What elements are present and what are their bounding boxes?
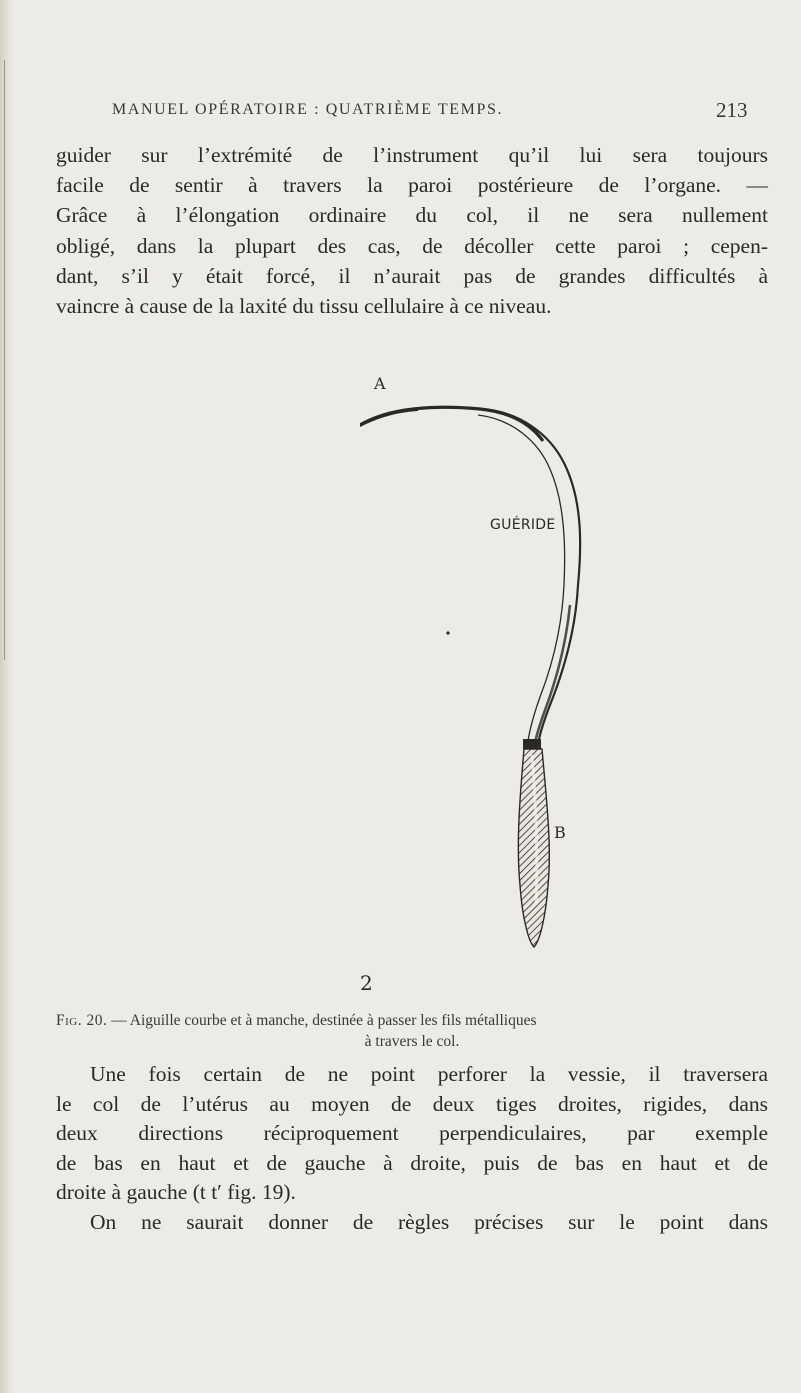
bottom-paragraph — [56, 1060, 768, 1238]
engraved-word: GUÉRIDE — [490, 517, 556, 533]
text-line: vaincre à cause de la laxité du tissu cellulaire à ce niveau. — [56, 294, 552, 319]
top-paragraph — [56, 140, 768, 321]
figure-caption — [56, 1010, 768, 1052]
text-line: obligé, dans la plupart des cas, de décoller cette paroi ; cepen- — [56, 233, 768, 258]
figure-number-label: Fig. 20. — [56, 1012, 108, 1029]
caption-text: — Aiguille courbe et à manche, destinée à passer les fils métalliques — [107, 1012, 537, 1029]
figure-curved-needle — [360, 375, 620, 1000]
text-line: On ne saurait donner de règles précises sur le point dans — [90, 1209, 768, 1234]
text-line: facile de sentir à travers la paroi postérieure de l’organe. — — [56, 173, 768, 198]
text-line: Grâce à l’élongation ordinaire du col, il ne sera nullement — [56, 203, 768, 228]
figure-label-b: B — [554, 823, 566, 842]
text-line: guider sur l’extrémité de l’instrument qu’il lui sera toujours — [56, 143, 768, 167]
needle-illustration — [360, 375, 620, 1000]
figure-dot — [446, 631, 449, 634]
running-head: MANUEL OPÉRATOIRE : QUATRIÈME TEMPS. — [112, 101, 504, 118]
text-line: dant, s’il y était forcé, il n’aurait pas de grandes difficultés à — [56, 263, 768, 288]
caption-line: à travers le col. — [364, 1033, 460, 1050]
page-number: 213 — [716, 98, 748, 122]
page-binding-edge — [0, 0, 14, 1393]
figure-label-2: 2 — [360, 971, 373, 995]
binding-shadow-line — [4, 60, 5, 660]
text-line: de bas en haut et de gauche à droite, puis de bas en haut et de — [56, 1150, 768, 1175]
needle-curve-inner — [478, 415, 565, 585]
needle-tip — [360, 407, 543, 441]
text-line: Une fois certain de ne point perforer la vessie, il traversera — [90, 1062, 768, 1086]
figure-label-a: A — [374, 375, 386, 393]
text-line: deux directions réciproquement perpendiculaires, par exemple — [56, 1121, 768, 1146]
caption-line — [56, 1010, 768, 1031]
ferrule-texture — [523, 741, 541, 747]
needle-shaft-inner — [526, 585, 564, 765]
text-line: le col de l’utérus au moyen de deux tiges droites, rigides, dans — [56, 1091, 768, 1116]
text-line: droite à gauche (t t′ fig. 19). — [56, 1180, 296, 1205]
